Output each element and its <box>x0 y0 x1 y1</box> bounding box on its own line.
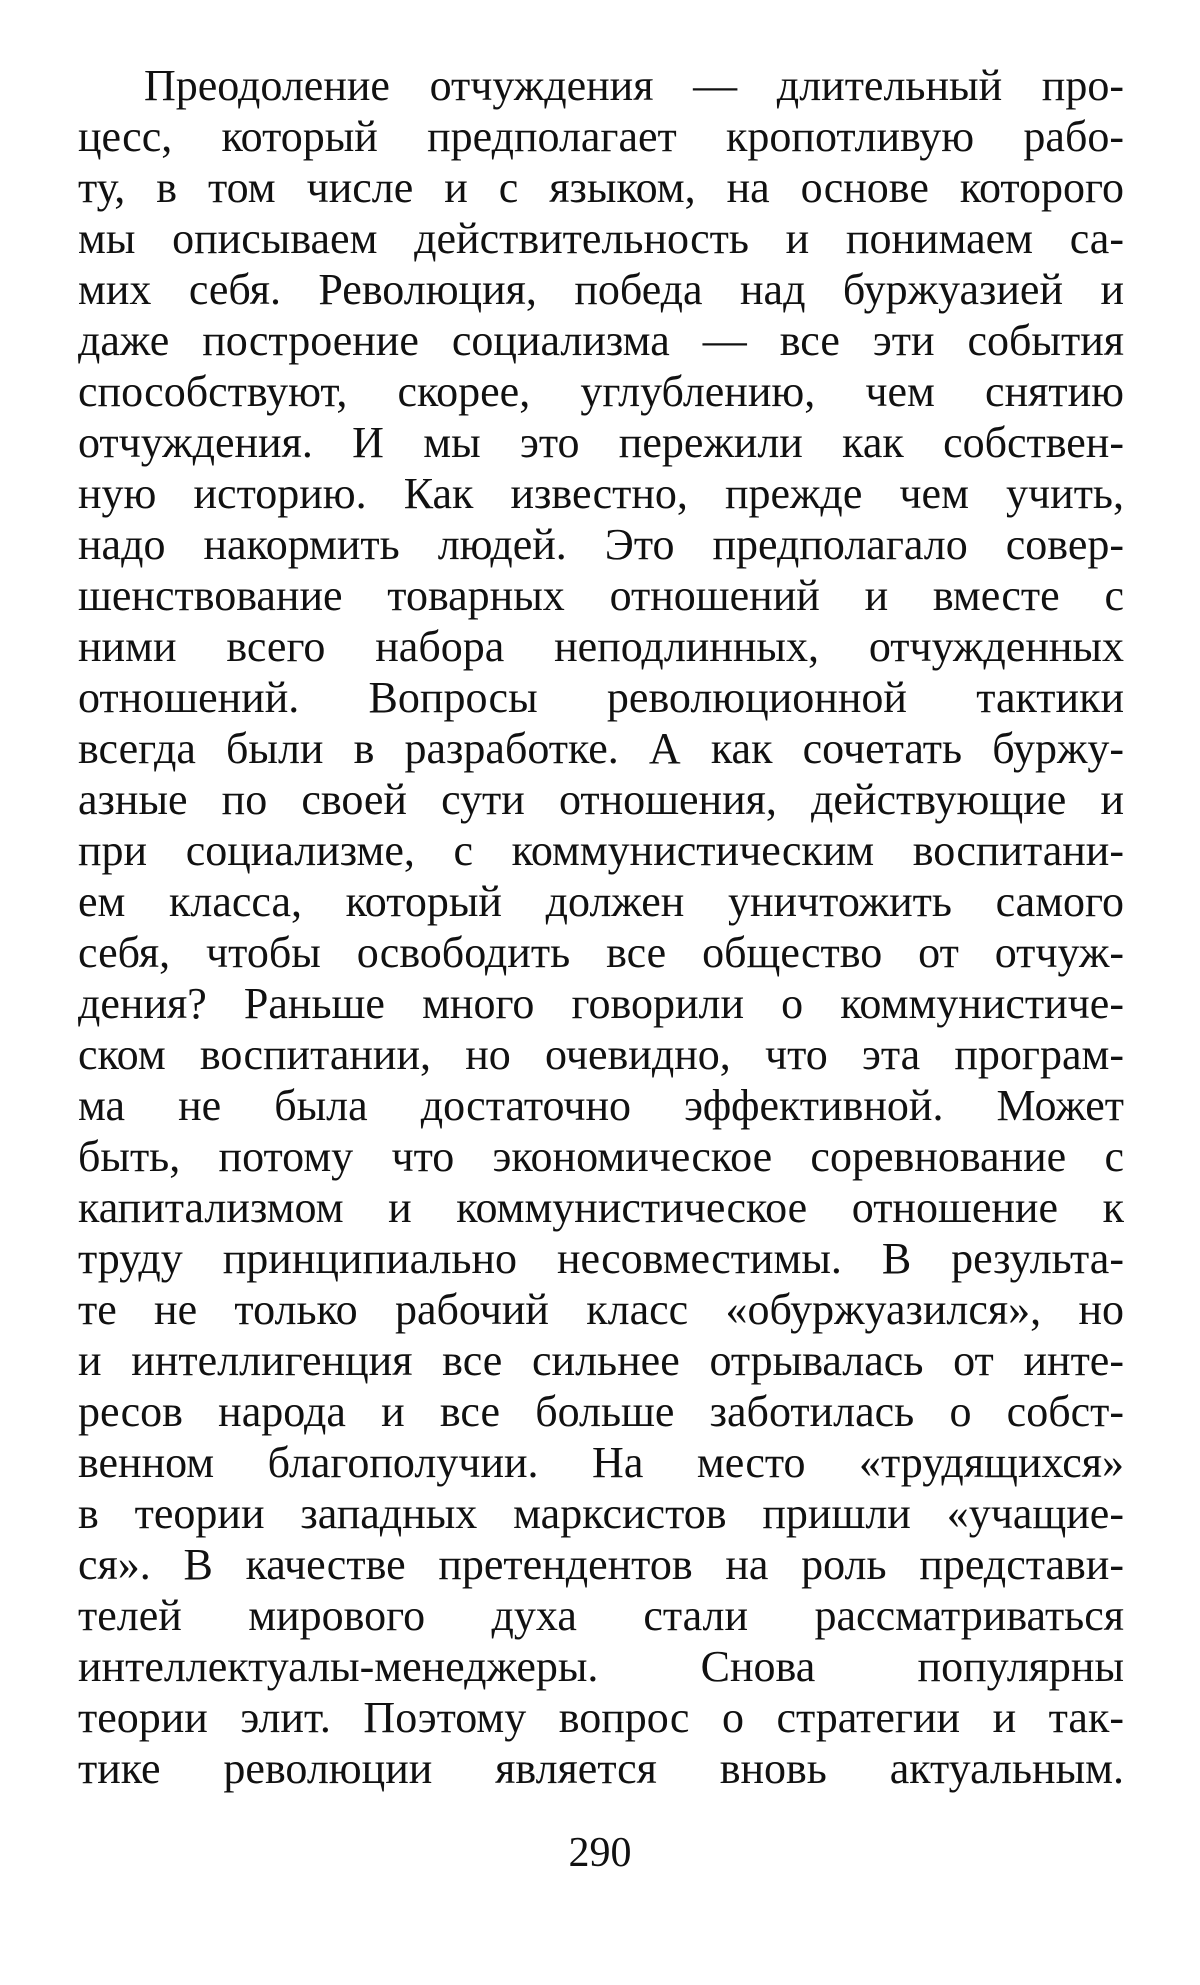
text-line: при социализме, с коммунистическим воспитани- <box>78 826 1124 875</box>
text-line: мих себя. Революция, победа над буржуазией и <box>78 265 1124 314</box>
text-line: надо накормить людей. Это предполагало совер- <box>78 520 1124 569</box>
text-line: телей мирового духа стали рассматриваться <box>78 1591 1124 1640</box>
text-line: ма не была достаточно эффективной. Может <box>78 1081 1124 1130</box>
text-line: отношений. Вопросы революционной тактики <box>78 673 1124 722</box>
text-line: дения? Раньше много говорили о коммунистиче- <box>78 979 1124 1028</box>
text-line: ся». В качестве претендентов на роль представи- <box>78 1540 1124 1589</box>
text-line: отчуждения. И мы это пережили как собствен- <box>78 418 1124 467</box>
text-line: даже построение социализма — все эти события <box>78 316 1124 365</box>
text-line: шенствование товарных отношений и вместе с <box>78 571 1124 620</box>
text-line: быть, потому что экономическое соревнование с <box>78 1132 1124 1181</box>
text-line: ском воспитании, но очевидно, что эта програм- <box>78 1030 1124 1079</box>
text-line: те не только рабочий класс «обуржуазился», но <box>78 1285 1124 1334</box>
body-paragraph <box>78 60 1124 1794</box>
text-line: азные по своей сути отношения, действующие и <box>78 775 1124 824</box>
text-line: венном благополучии. На место «трудящихся» <box>78 1438 1124 1487</box>
text-line: труду принципиально несовместимы. В результа- <box>78 1234 1124 1283</box>
text-line: способствуют, скорее, углублению, чем снятию <box>78 367 1124 416</box>
text-line: всегда были в разработке. А как сочетать буржу- <box>78 724 1124 773</box>
page-number: 290 <box>568 1830 632 1876</box>
text-line: ную историю. Как известно, прежде чем учить, <box>78 469 1124 518</box>
text-line: себя, чтобы освободить все общество от отчуж- <box>78 928 1124 977</box>
text-line: капитализмом и коммунистическое отношение к <box>78 1183 1124 1232</box>
text-line: и интеллигенция все сильнее отрывалась от инте- <box>78 1336 1124 1385</box>
text-line: ними всего набора неподлинных, отчужденных <box>78 622 1124 671</box>
text-line: цесс, который предполагает кропотливую рабо- <box>78 112 1124 161</box>
text-line: теории элит. Поэтому вопрос о стратегии и так- <box>78 1693 1124 1742</box>
text-line: в теории западных марксистов пришли «учащие- <box>78 1489 1124 1538</box>
text-line: Преодоление отчуждения — длительный про- <box>144 61 1124 110</box>
text-line: ресов народа и все больше заботилась о собст- <box>78 1387 1124 1436</box>
text-line: ту, в том числе и с языком, на основе которого <box>78 163 1124 212</box>
text-line: ем класса, который должен уничтожить самого <box>78 877 1124 926</box>
text-line: мы описываем действительность и понимаем са- <box>78 214 1124 263</box>
text-line: интеллектуалы-менеджеры. Снова популярны <box>78 1642 1124 1691</box>
text-line: тике революции является вновь актуальным. <box>78 1744 1124 1793</box>
